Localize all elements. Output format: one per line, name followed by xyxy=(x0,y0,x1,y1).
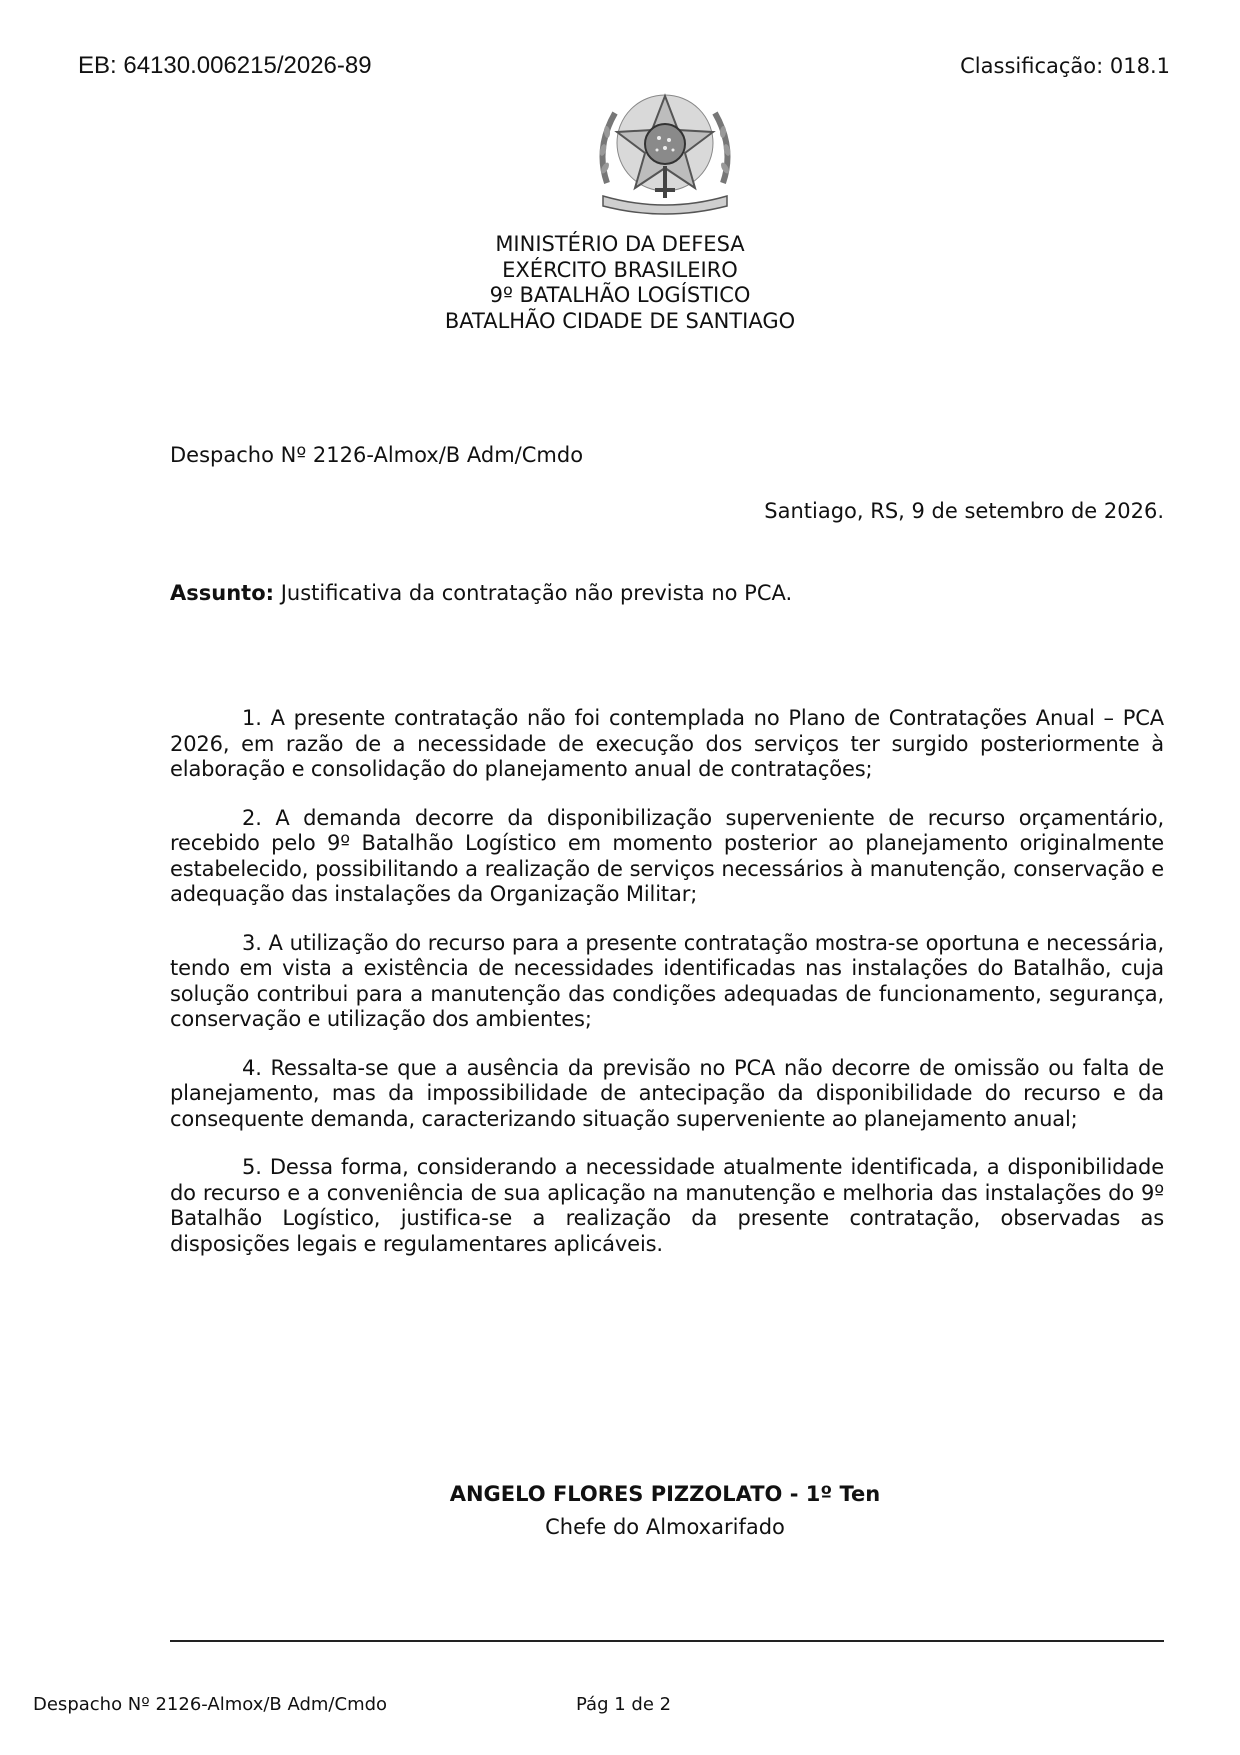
footer-document-ref: Despacho Nº 2126-Almox/B Adm/Cmdo xyxy=(33,1694,388,1715)
footer-divider xyxy=(170,1640,1164,1642)
signer-role: Chefe do Almoxarifado xyxy=(545,1515,785,1539)
ministry-name: MINISTÉRIO DA DEFESA xyxy=(495,232,745,256)
paragraph-4: 4. Ressalta-se que a ausência da previsão no PCA não decorre de omissão ou falta de planejamento, mas da impossibilidade de antecipação da disponibilidade do recurso e da consequente demanda, caracterizando situação superveniente ao planejamento anual; xyxy=(170,1055,1164,1131)
battalion-name: 9º BATALHÃO LOGÍSTICO xyxy=(489,283,751,307)
signer-name: ANGELO FLORES PIZZOLATO - 1º Ten xyxy=(449,1482,881,1506)
document-date: Santiago, RS, 9 de setembro de 2026. xyxy=(764,499,1164,523)
paragraph-1: 1. A presente contratação não foi contemplada no Plano de Contratações Anual – PCA 2026, em razão de a necessidade de execução dos serviços ter surgido posteriormente à elaboração e consolidação do planejamento anual de contratações; xyxy=(170,706,1164,781)
subject-label: Assunto: xyxy=(170,581,275,605)
document-number: Despacho Nº 2126-Almox/B Adm/Cmdo xyxy=(170,443,584,467)
organization-header xyxy=(0,232,1240,334)
subject-text: Justificativa da contratação não prevista no PCA. xyxy=(274,581,793,605)
paragraph-5: 5. Dessa forma, considerando a necessidade atualmente identificada, a disponibilidade do recurso e a conveniência de sua aplicação na manutenção e melhoria das instalações do 9º Batalhão Logístico, justifica-se a realização da presente contratação, observadas as disposições legais e regulamentares aplicáveis. xyxy=(170,1155,1164,1256)
brazil-coat-of-arms-icon xyxy=(585,88,745,218)
paragraph-2: 2. A demanda decorre da disponibilização superveniente de recurso orçamentário, recebido pelo 9º Batalhão Logístico em momento posterior ao planejamento originalmente estabelecido, possibilitando a realização de serviços necessários à manutenção, conservação e adequação das instalações da Organização Militar; xyxy=(170,805,1164,906)
document-body xyxy=(170,706,1164,1280)
battalion-nickname: BATALHÃO CIDADE DE SANTIAGO xyxy=(444,308,796,333)
paragraph-3: 3. A utilização do recurso para a presente contratação mostra-se oportuna e necessária, tendo em vista a existência de necessidades identificadas nas instalações do Batalhão, cuja solução contribui para a manutenção das condições adequadas de funcionamento, segurança, conservação e utilização dos ambientes; xyxy=(170,930,1164,1031)
subject-line xyxy=(170,581,792,605)
footer-page-number: Pág 1 de 2 xyxy=(576,1694,672,1715)
protocol-number: EB: 64130.006215/2026-89 xyxy=(78,52,372,79)
signature-block xyxy=(0,1478,1240,1544)
army-name: EXÉRCITO BRASILEIRO xyxy=(502,257,738,282)
classification-code: Classificação: 018.1 xyxy=(960,54,1170,78)
